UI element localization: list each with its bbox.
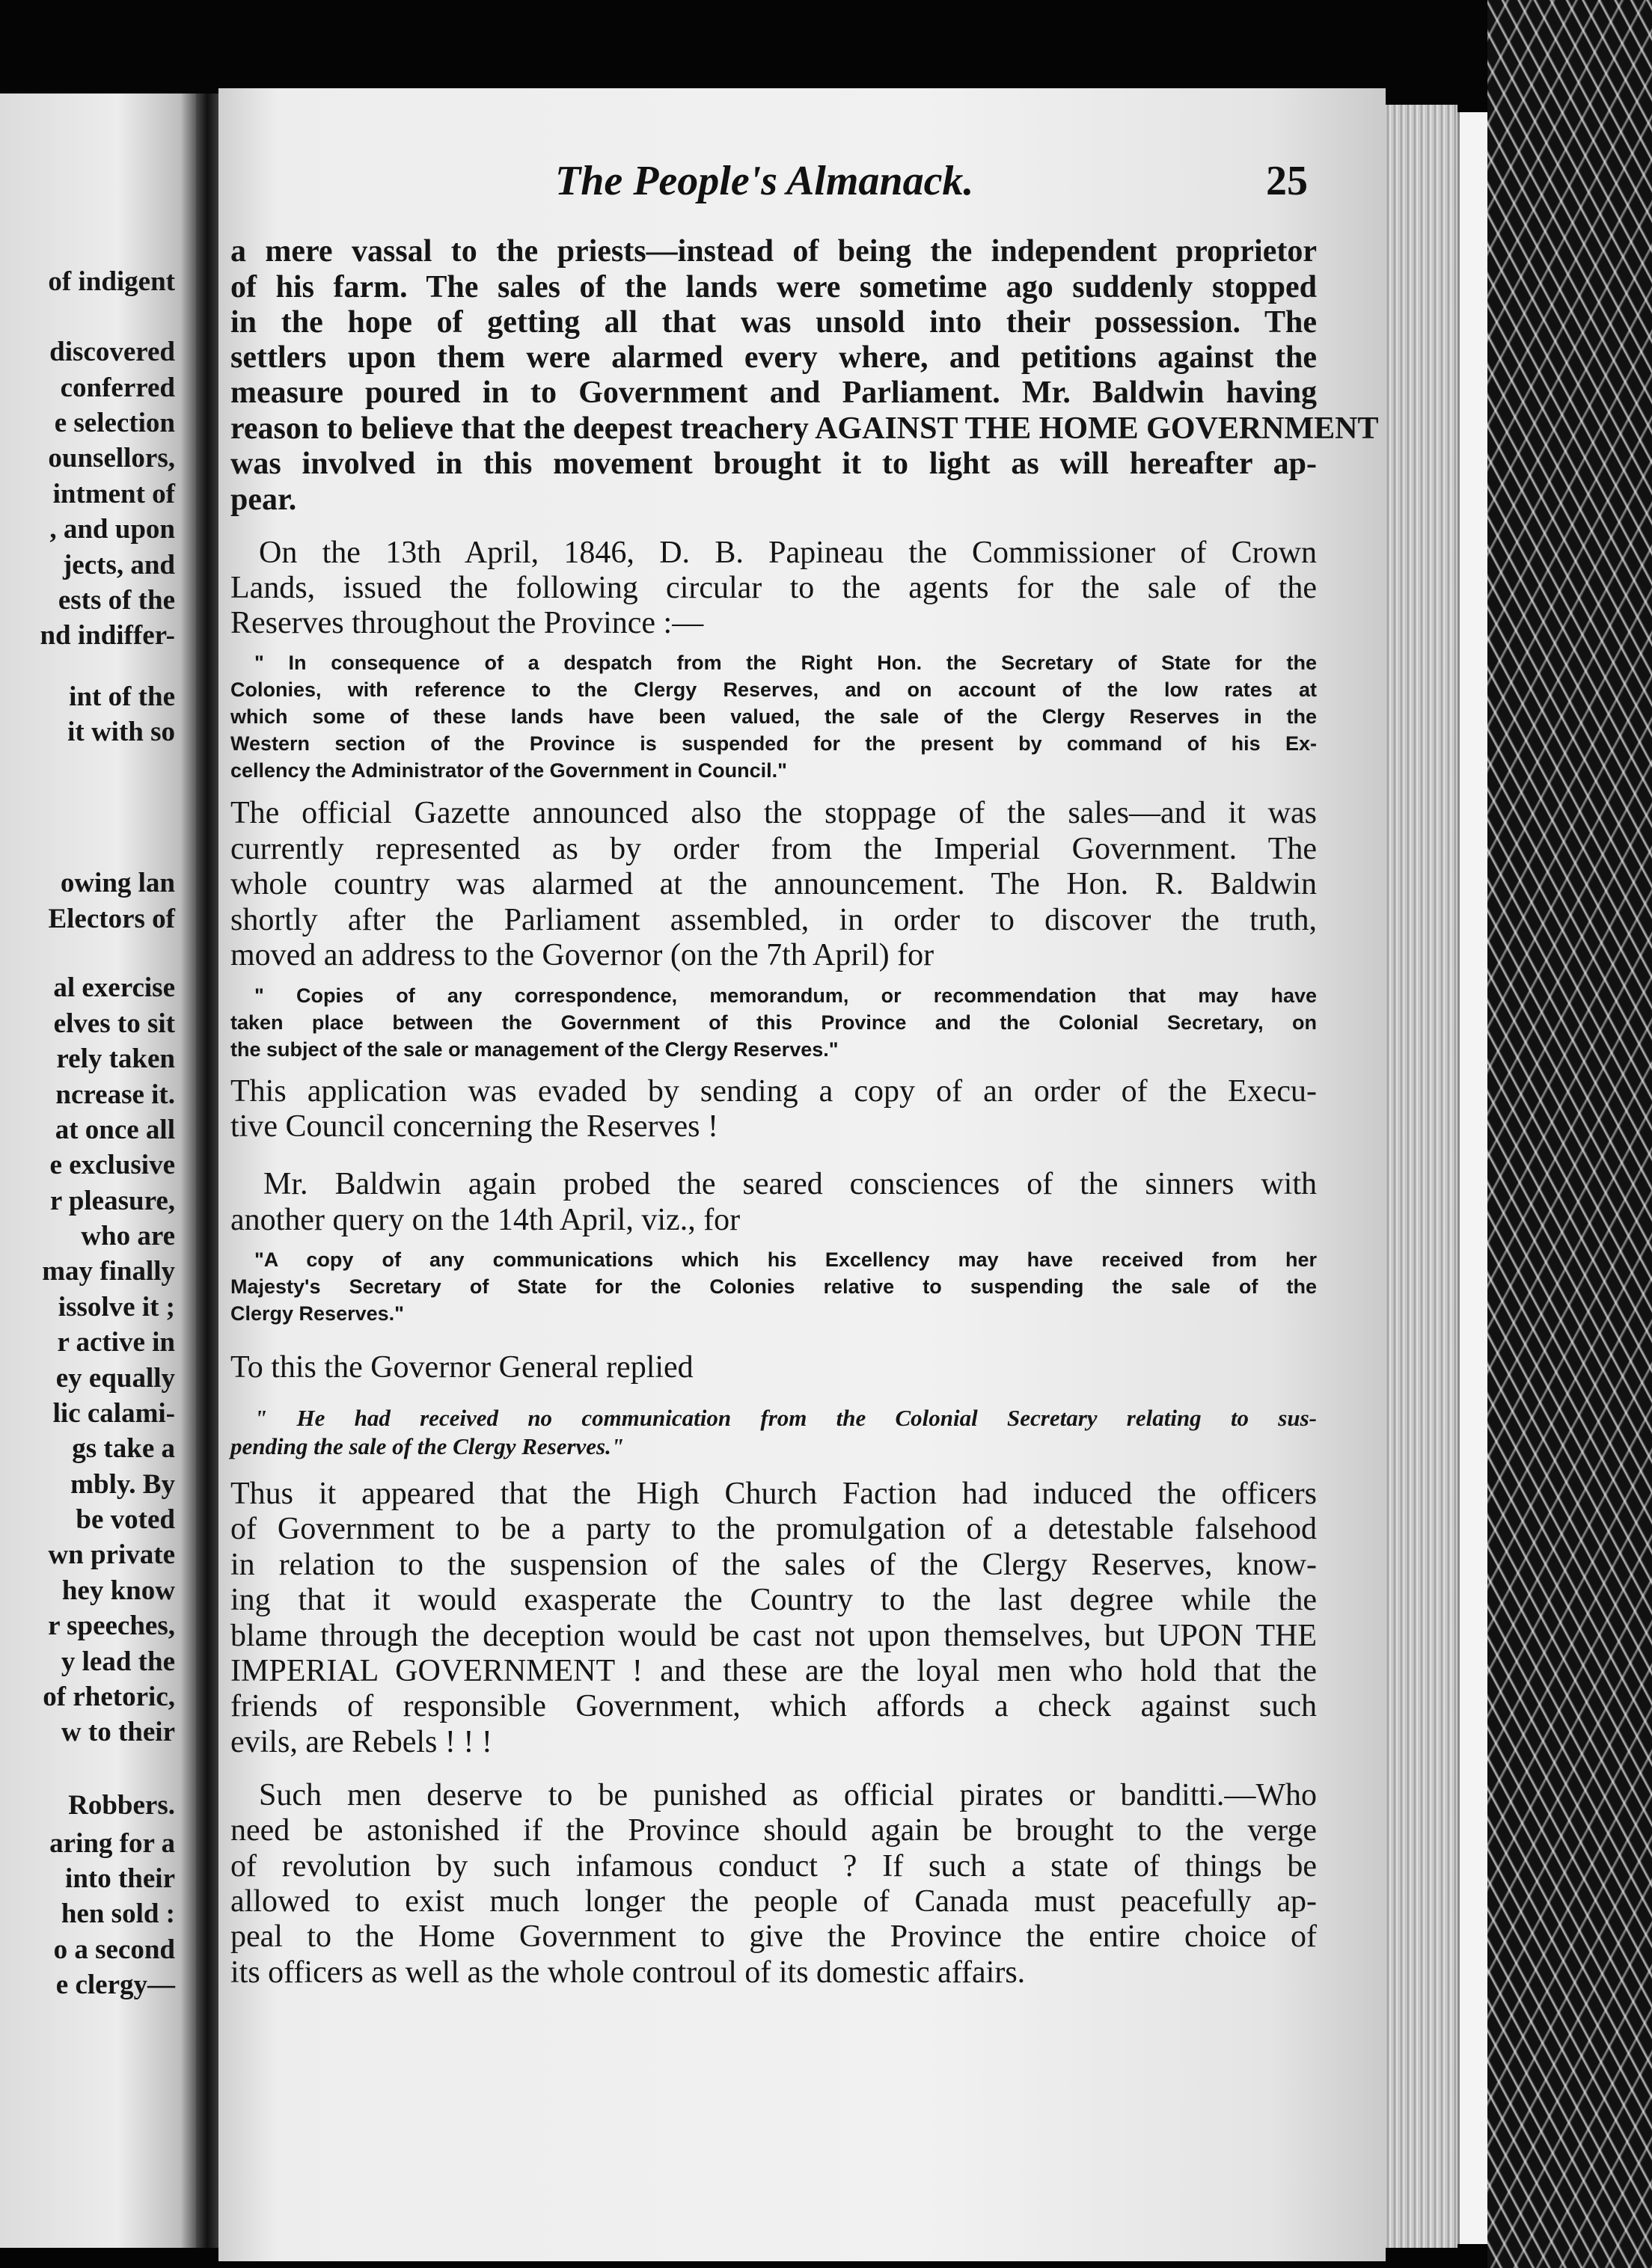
quote-line: "A copy of any communications which his Excellency may have received from her (254, 1248, 1317, 1271)
left-page-line: al exercise (53, 972, 175, 1003)
quote-line: taken place between the Government of this Province and the Colonial Secretary, on (230, 1011, 1317, 1034)
left-page-line: r speeches, (48, 1610, 175, 1641)
left-page-line: r pleasure, (49, 1186, 175, 1216)
quote-line: Majesty's Secretary of State for the Colonies relative to suspending the sale of the (230, 1275, 1317, 1298)
cover-board-edge (1457, 112, 1490, 2244)
left-page-line: e exclusive (49, 1150, 175, 1180)
quote-line: Clergy Reserves." (230, 1302, 404, 1325)
page-edges (1386, 105, 1457, 2248)
left-page-line: issolve it ; (58, 1292, 175, 1323)
left-page-line: ests of the (58, 585, 175, 616)
quote-line: " In consequence of a despatch from the Right Hon. the Secretary of State for the (254, 652, 1317, 674)
left-page-line: aring for a (49, 1828, 175, 1859)
body-line: its officers as well as the whole controul of its domestic affairs. (230, 1955, 1026, 1990)
left-page-line: may finally (42, 1256, 175, 1287)
left-page-line: y lead the (61, 1646, 175, 1677)
left-page-line: Electors of (48, 904, 175, 934)
body-line: moved an address to the Governor (on the 7th April) for (230, 938, 934, 972)
body-line: The official Gazette announced also the stoppage of the sales—and it was (230, 796, 1317, 830)
body-line: another query on the 14th April, viz., for (230, 1203, 741, 1237)
left-page-line: of rhetoric, (43, 1682, 175, 1712)
body-line: a mere vassal to the priests—instead of being the independent proprietor (230, 234, 1317, 269)
left-page-line: nd indiffer- (40, 620, 175, 651)
left-page-line: mbly. By (70, 1469, 175, 1500)
body-line: ing that it would exasperate the Country to the last degree while the (230, 1583, 1317, 1617)
left-page-line: w to their (61, 1717, 175, 1747)
marbled-cover (1487, 0, 1652, 2268)
body-line: whole country was alarmed at the announcement. The Hon. R. Baldwin (230, 867, 1317, 901)
left-page-line: lic calami- (52, 1398, 175, 1429)
body-line: blame through the deception would be cast not upon themselves, but UPON THE (230, 1619, 1317, 1653)
body-line: shortly after the Parliament assembled, in order to discover the truth, (230, 903, 1317, 937)
left-page-line: who are (81, 1221, 175, 1251)
left-page-line: ncrease it. (55, 1079, 175, 1110)
body-line: of Government to be a party to the promulgation of a detestable falsehood (230, 1512, 1317, 1546)
body-line: was involved in this movement brought it to light as will hereafter ap- (230, 447, 1317, 481)
quote-line: which some of these lands have been valued, the sale of the Clergy Reserves in the (230, 705, 1317, 728)
body-line: Lands, issued the following circular to the agents for the sale of the (230, 571, 1317, 605)
quote-line: the subject of the sale or management of the Clergy Reserves." (230, 1038, 839, 1061)
left-page-line: conferred (60, 373, 175, 403)
left-page-line: jects, and (62, 550, 175, 580)
body-line: peal to the Home Government to give the Province the entire choice of (230, 1919, 1317, 1954)
left-page-line: ounsellors, (48, 443, 175, 473)
left-page-line: rely taken (56, 1043, 175, 1074)
left-page-line: at once all (55, 1115, 175, 1145)
body-line: To this the Governor General replied (230, 1350, 694, 1385)
left-page-line: discovered (49, 337, 175, 367)
left-page-line: be voted (76, 1504, 175, 1535)
left-page-line: ey equally (55, 1363, 175, 1394)
body-line: measure poured in to Government and Parliament. Mr. Baldwin having (230, 376, 1317, 410)
body-line: reason to believe that the deepest treachery AGAINST THE HOME GOVERNMENT (230, 411, 1379, 446)
body-line: Thus it appeared that the High Church Faction had induced the officers (230, 1477, 1317, 1511)
body-line: allowed to exist much longer the people of Canada must peacefully ap- (230, 1884, 1317, 1919)
left-page-line: of indigent (48, 266, 175, 297)
body-line: settlers upon them were alarmed every where, and petitions against the (230, 340, 1317, 375)
running-head: The People's Almanack. (555, 158, 974, 204)
body-line: friends of responsible Government, which affords a check against such (230, 1689, 1317, 1723)
facing-left-page (0, 94, 196, 2248)
left-page-line: hey know (61, 1575, 175, 1606)
body-line: in the hope of getting all that was unsold into their possession. The (230, 305, 1317, 340)
book-gutter (196, 94, 218, 2248)
left-page-line: hen sold : (61, 1898, 175, 1929)
left-page-line: r active in (57, 1327, 175, 1358)
body-line: need be astonished if the Province should again be brought to the verge (230, 1813, 1317, 1848)
quote-line: cellency the Administrator of the Government in Council." (230, 759, 787, 782)
left-page-line: it with so (67, 717, 175, 747)
body-line: Mr. Baldwin again probed the seared consciences of the sinners with (263, 1167, 1317, 1201)
body-line: On the 13th April, 1846, D. B. Papineau the Commissioner of Crown (259, 536, 1317, 570)
left-page-line: int of the (69, 681, 175, 712)
left-page-line: elves to sit (53, 1008, 175, 1039)
left-page-line: intment of (52, 479, 175, 509)
body-line: Such men deserve to be punished as official pirates or banditti.—Who (259, 1778, 1317, 1812)
body-line: of his farm. The sales of the lands were sometime ago suddenly stopped (230, 270, 1317, 304)
left-page-line: o a second (53, 1934, 175, 1965)
left-page-line: wn private (48, 1539, 175, 1570)
quote-line: pending the sale of the Clergy Reserves." (230, 1433, 625, 1459)
body-line: in relation to the suspension of the sales of the Clergy Reserves, know- (230, 1548, 1317, 1582)
left-page-line: , and upon (49, 514, 175, 545)
left-page-line: gs take a (72, 1433, 175, 1464)
page-number: 25 (1266, 158, 1308, 204)
left-page-line: Robbers. (68, 1790, 175, 1821)
quote-line: Western section of the Province is suspended for the present by command of his Ex- (230, 732, 1317, 755)
body-line: IMPERIAL GOVERNMENT ! and these are the loyal men who hold that the (230, 1654, 1317, 1688)
quote-line: " He had received no communication from the Colonial Secretary relating to sus- (254, 1405, 1317, 1431)
left-page-line: e selection (54, 408, 175, 438)
body-line: evils, are Rebels ! ! ! (230, 1725, 492, 1759)
body-line: Reserves throughout the Province :— (230, 606, 704, 640)
left-page-line: e clergy— (55, 1970, 175, 2000)
left-page-line: owing lan (60, 868, 175, 898)
quote-line: " Copies of any correspondence, memorandum, or recommendation that may have (254, 984, 1317, 1007)
body-line: of revolution by such infamous conduct ? If such a state of things be (230, 1849, 1317, 1884)
body-line: pear. (230, 482, 297, 517)
body-line: tive Council concerning the Reserves ! (230, 1109, 718, 1144)
body-line: currently represented as by order from the Imperial Government. The (230, 832, 1317, 866)
left-page-line: into their (65, 1863, 175, 1894)
body-line: This application was evaded by sending a copy of an order of the Execu- (230, 1074, 1317, 1109)
quote-line: Colonies, with reference to the Clergy Reserves, and on account of the low rates at (230, 678, 1317, 701)
